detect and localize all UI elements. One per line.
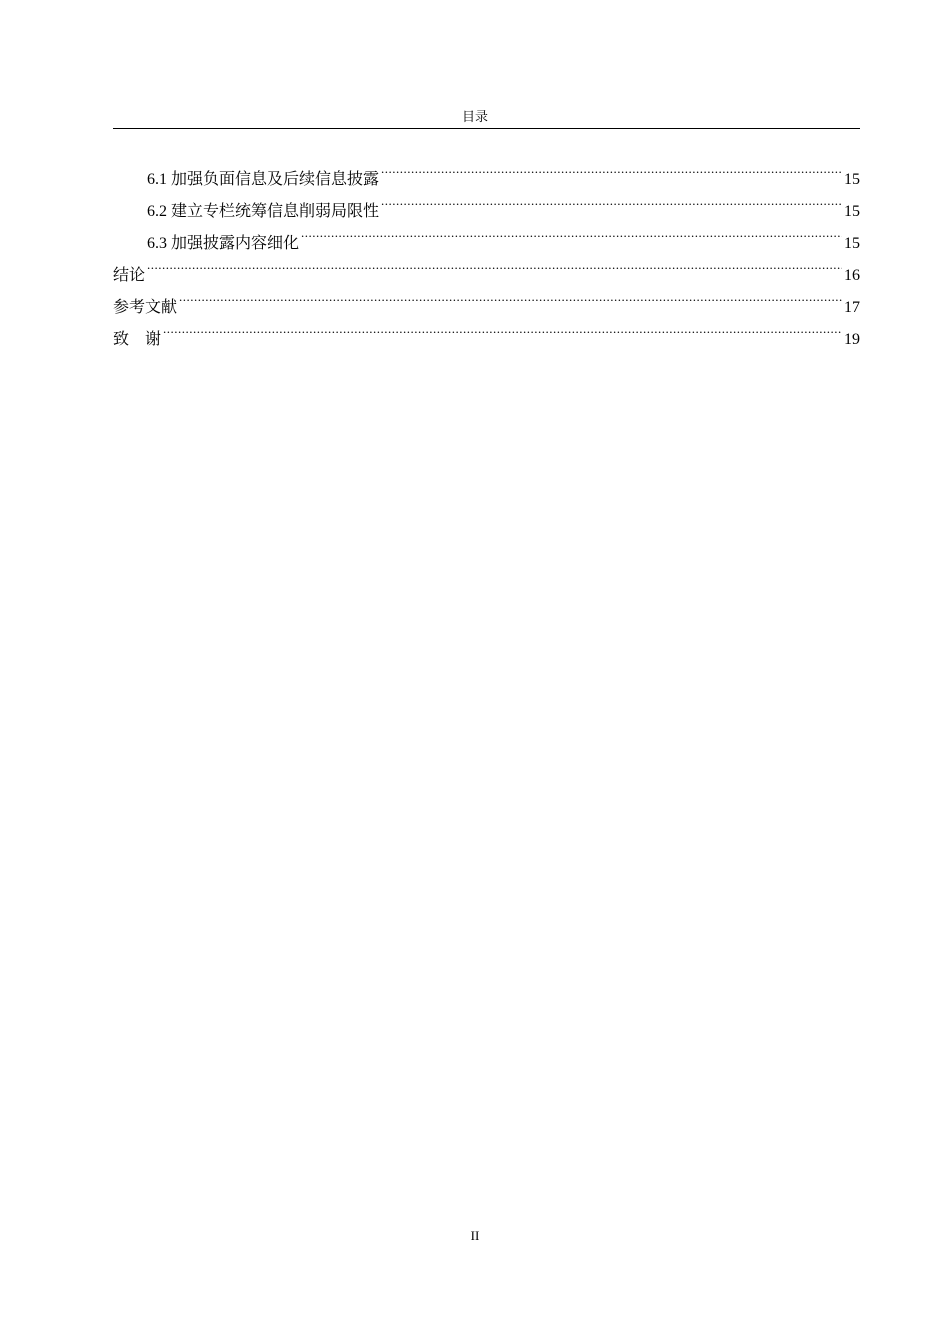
page-number: II: [470, 1228, 480, 1243]
toc-entry-page-number: 15: [844, 171, 860, 188]
toc-entry-conclusion[interactable]: [113, 248, 860, 284]
toc-dot-leader: [381, 152, 842, 184]
toc-dot-leader: [301, 216, 842, 248]
toc-entry-label: 6.1 加强负面信息及后续信息披露: [147, 171, 380, 188]
toc-entry-page-number: 17: [844, 299, 860, 316]
toc-entry-references[interactable]: [113, 280, 860, 316]
header-divider: [113, 128, 860, 129]
running-header: 目录: [461, 109, 488, 124]
toc-entry-6-1[interactable]: [113, 152, 860, 188]
toc-entry-page-number: 15: [844, 203, 860, 220]
toc-dot-leader: [381, 184, 842, 216]
toc-dot-leader: [163, 312, 842, 344]
toc-dot-leader: [179, 280, 842, 312]
table-of-contents: [113, 152, 860, 348]
toc-entry-label: 致 谢: [113, 331, 162, 348]
toc-entry-label: 6.3 加强披露内容细化: [147, 235, 300, 252]
toc-entry-page-number: 19: [844, 331, 860, 348]
toc-entry-acknowledgements[interactable]: [113, 312, 860, 348]
toc-entry-label: 结论: [113, 267, 146, 284]
toc-entry-page-number: 15: [844, 235, 860, 252]
toc-entry-label: 6.2 建立专栏统筹信息削弱局限性: [147, 203, 380, 220]
toc-entry-page-number: 16: [844, 267, 860, 284]
toc-entry-label: 参考文献: [113, 299, 178, 316]
toc-dot-leader: [147, 248, 842, 280]
